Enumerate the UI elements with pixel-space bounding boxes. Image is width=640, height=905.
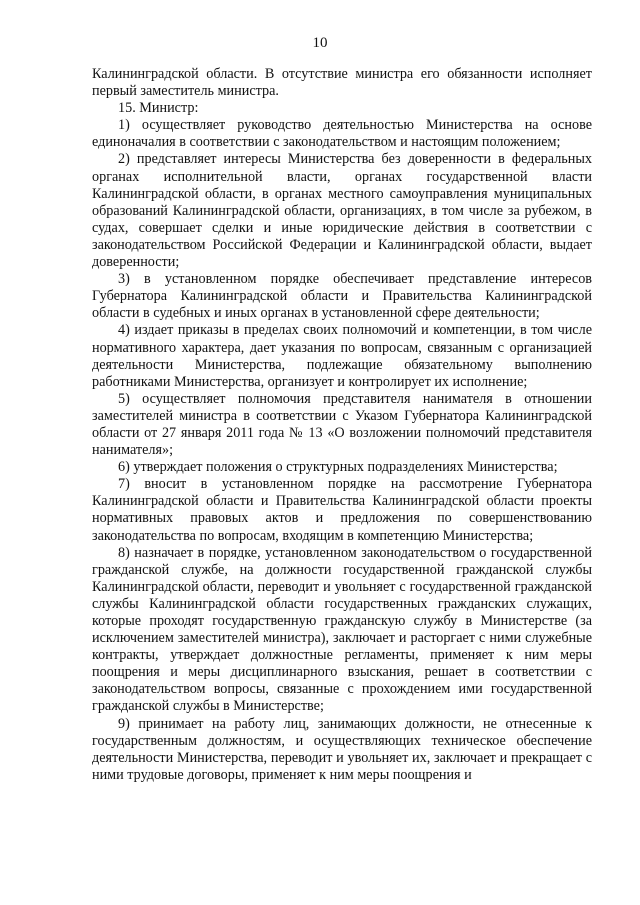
paragraph-item-5: 5) осуществляет полномочия представителя нанимателя в отношении заместителей министра в соответствии с Указом Губернатора Калининградской области от 27 января 2011 года № 13 «О возложении полномочий представителя нанимателя»; bbox=[92, 390, 592, 459]
paragraph-item-3: 3) в установленном порядке обеспечивает представление интересов Губернатора Калининградской области и Правительства Калининградской области в судебных и иных органах в установленной сфере деятельности; bbox=[92, 271, 592, 322]
paragraph-item-8: 8) назначает в порядке, установленном законодательством о государственной гражданской службе, на должности государственной гражданской службы Калининградской области, переводит и увольняет с государственной гражданской службы Калининградской области государственных гражданских служащих, которые проходят государственную гражданскую службу в Министерстве (за исключением заместителей министра), заключает и расторгает с ними служебные контракты, утверждает должностные регламенты, применяет к ним меры поощрения и меры дисциплинарного взыскания, решает в соответствии с законодательством вопросы, связанные с прохождением ими государственной гражданской службы в Министерстве; bbox=[92, 544, 592, 715]
paragraph-item-7: 7) вносит в установленном порядке на рассмотрение Губернатора Калининградской области и Правительства Калининградской области проекты нормативных правовых актов и предложения по совершенствованию законодательства по вопросам, входящим в компетенцию Министерства; bbox=[92, 476, 592, 544]
paragraph-item-6: 6) утверждает положения о структурных подразделениях Министерства; bbox=[118, 459, 558, 476]
document-body bbox=[92, 66, 592, 784]
paragraph-item-1: 1) осуществляет руководство деятельностью Министерства на основе единоначалия в соответствии с законодательством и настоящим положением; bbox=[92, 117, 592, 151]
page-number: 10 bbox=[312, 35, 328, 51]
paragraph-item-4: 4) издает приказы в пределах своих полномочий и компетенции, в том числе нормативного характера, дает указания по вопросам, связанным с организацией деятельности Министерства, подлежащие обязательному выполнению работниками Министерства, организует и контролирует их исполнение; bbox=[92, 322, 592, 390]
paragraph-item-9: 9) принимает на работу лиц, занимающих должности, не отнесенные к государственным должностям, и осуществляющих техническое обеспечение деятельности Министерства, переводит и увольняет их, заключает и прекращает с ними трудовые договоры, применяет к ним меры поощрения и bbox=[92, 715, 592, 783]
paragraph-section-15: 15. Министр: bbox=[118, 100, 199, 117]
paragraph-item-2: 2) представляет интересы Министерства без доверенности в федеральных органах исполнительной власти, органах государственной власти Калининградской области, в органах местного самоуправления муниципальных образований Калининградской области, организациях, в том числе за рубежом, в судах, совершает сделки и иные юридические действия в соответствии с законодательством Российской Федерации и Калининградской области, выдает доверенности; bbox=[92, 151, 592, 271]
paragraph-continuation: Калининградской области. В отсутствие министра его обязанности исполняет первый заместитель министра. bbox=[92, 66, 592, 100]
